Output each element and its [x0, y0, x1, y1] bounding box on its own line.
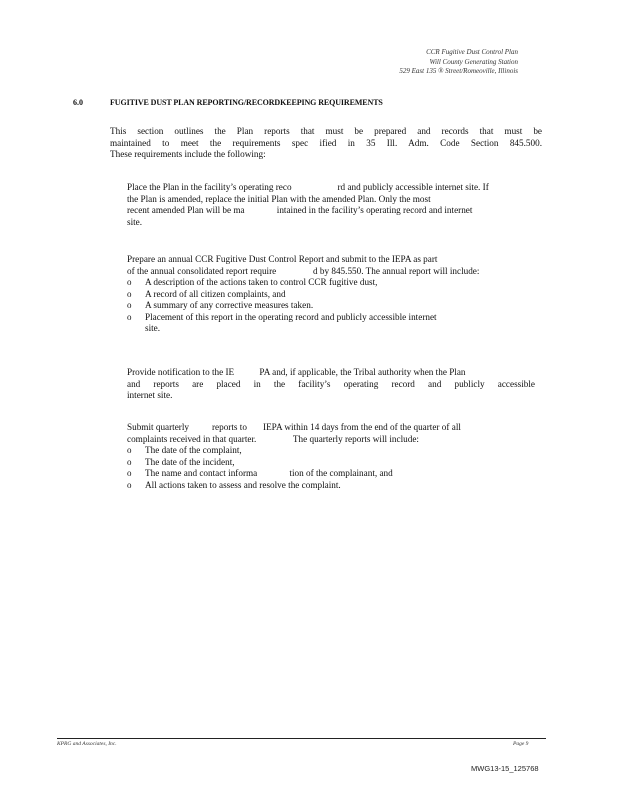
- item-text-line: recent amended Plan will be ma intained in the facility’s operating record and internet: [127, 205, 473, 215]
- sub-bullet-marker: o: [127, 468, 132, 478]
- item-text-line: Submit quarterly reports to IEPA within 14 days from the end of the quarter of all: [127, 422, 461, 432]
- list-item: [110, 254, 535, 335]
- item-text-line: Provide notification to the IE PA and, if applicable, the Tribal authority when the Plan: [127, 367, 466, 377]
- sub-item-text: A description of the actions taken to control CCR fugitive dust,: [145, 277, 378, 287]
- sub-item: [127, 300, 535, 312]
- list-item: [110, 182, 535, 228]
- sub-item-text: Placement of this report in the operating record and publicly accessible internet: [145, 311, 437, 322]
- sub-bullet-marker: o: [127, 445, 132, 455]
- sub-item-text: A record of all citizen complaints, and: [145, 288, 286, 299]
- footer-company: KPRG and Associates, Inc.: [57, 741, 117, 747]
- sub-item-text: site.: [145, 323, 161, 333]
- header-plan-title: CCR Fugitive Dust Control Plan: [426, 48, 518, 56]
- sub-item: [127, 457, 535, 469]
- sub-bullet-marker: o: [127, 456, 132, 467]
- list-item: [110, 367, 535, 402]
- item-text-line: site.: [127, 216, 143, 227]
- item-text-line: of the annual consolidated report require d by 845.550. The annual report will include:: [127, 265, 480, 276]
- sub-bullet-marker: o: [127, 311, 132, 322]
- sub-bullet-marker: o: [127, 288, 132, 299]
- sub-item: [127, 289, 535, 301]
- item-text-line: internet site.: [127, 390, 173, 400]
- intro-line: These requirements include the following:: [110, 149, 266, 159]
- footer-rule: [57, 738, 546, 739]
- item-text-line: Place the Plan in the facility’s operating reco rd and publicly accessible internet site. If: [127, 182, 489, 192]
- item-text-line: Prepare an annual CCR Fugitive Dust Control Report and submit to the IEPA as part: [127, 254, 438, 264]
- sub-item-text: A summary of any corrective measures taken.: [145, 300, 314, 310]
- sub-bullet-marker: o: [127, 479, 132, 490]
- sub-item-text: The date of the incident,: [145, 456, 235, 467]
- item-text-line: and reports are placed in the facility’s operating record and publicly accessible: [127, 378, 535, 389]
- sub-item-continuation: [127, 323, 535, 335]
- footer-page-number: Page 9: [513, 741, 529, 747]
- intro-line: maintained to meet the requirements spec ified in 35 Ill. Adm. Code Section 845.500.: [110, 137, 542, 148]
- header-address: 529 East 135 ® Street/Romeoville, Illinois: [399, 67, 518, 75]
- intro-line: This section outlines the Plan reports that must be prepared and records that must be: [110, 126, 542, 136]
- document-id: MWG13-15_125768: [471, 764, 539, 773]
- sub-item: [127, 468, 535, 480]
- sub-item: [127, 445, 535, 457]
- section-title: FUGITIVE DUST PLAN REPORTING/RECORDKEEPING REQUIREMENTS: [110, 98, 383, 107]
- sub-item: [127, 480, 535, 492]
- sub-item-text: The name and contact informa tion of the complainant, and: [145, 468, 393, 478]
- sub-bullet-marker: o: [127, 277, 132, 287]
- section-number: 6.0: [73, 98, 83, 107]
- sub-item-text: All actions taken to assess and resolve the complaint.: [145, 479, 341, 490]
- running-header: [399, 48, 518, 77]
- sub-item: [127, 312, 535, 324]
- intro-paragraph: [110, 126, 542, 161]
- sub-bullet-marker: o: [127, 300, 132, 310]
- header-station-name: Will County Generating Station: [429, 57, 518, 66]
- list-item: [110, 422, 535, 491]
- sub-item-text: The date of the complaint,: [145, 445, 242, 455]
- item-text-line: the Plan is amended, replace the initial Plan with the amended Plan. Only the most: [127, 193, 431, 204]
- item-text-line: complaints received in that quarter. The quarterly reports will include:: [127, 433, 419, 444]
- sub-item: [127, 277, 535, 289]
